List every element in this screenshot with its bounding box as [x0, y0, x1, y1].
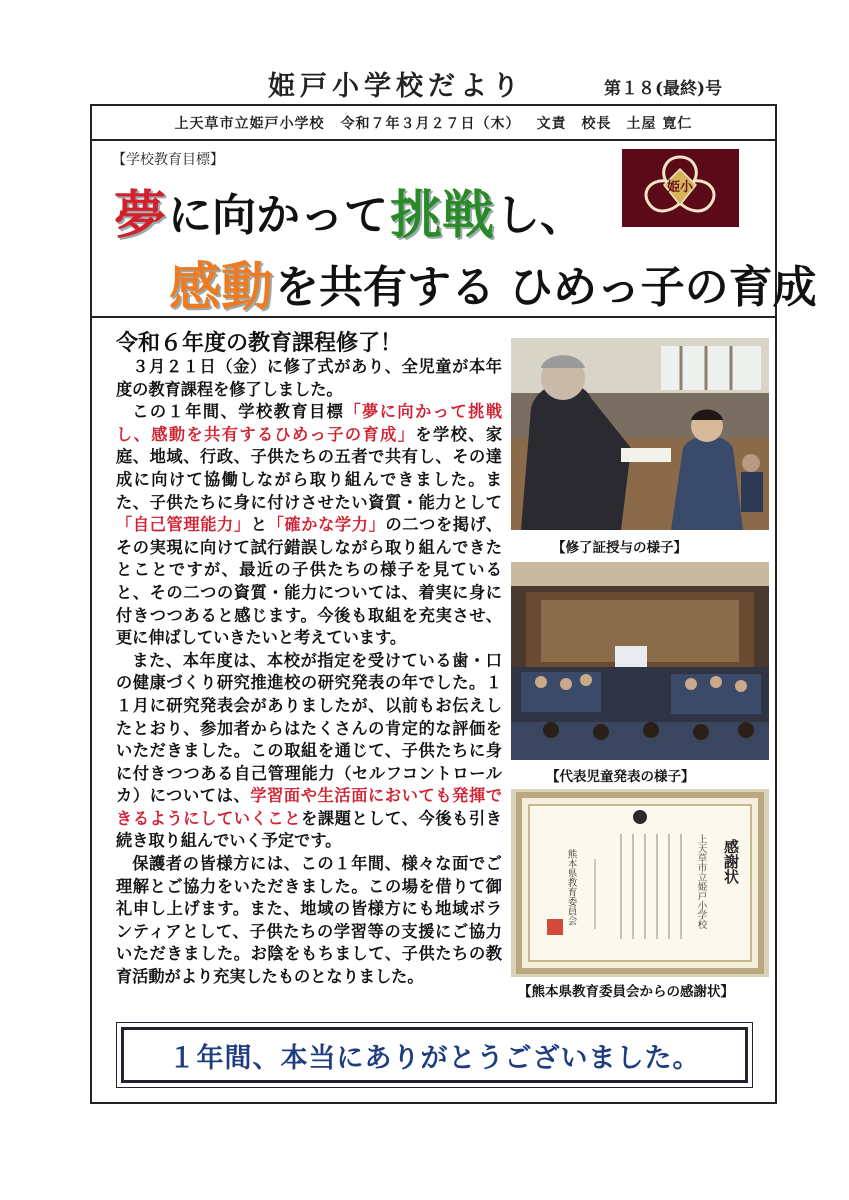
- caption-certificate-ceremony: 【修了証授与の様子】: [552, 540, 687, 556]
- slogan-line-1: [112, 173, 584, 248]
- closing-message: １年間、本当にありがとうございました。: [168, 1042, 701, 1074]
- photo-student-presentation: [511, 562, 769, 760]
- caption-letter-of-appreciation: 【熊本県教育委員会からの感謝状】: [518, 984, 734, 1000]
- closing-message-box: [116, 1022, 753, 1088]
- caption-student-presentation: 【代表児童発表の様子】: [546, 769, 695, 785]
- author-line: 文責 校長 土屋 寛仁: [536, 115, 693, 132]
- photo-certificate-ceremony: [511, 338, 769, 530]
- school-emblem: [622, 149, 739, 227]
- paragraph-2: この１年間、学校教育目標「夢に向かって挑戦し、感動を共有するひめっ子の育成」を学校、家庭、地域、行政、子供たちの五者で共有し、その達成に向けて協働しながら取り組んできました。また、子供たちに身に付けさせたい資質・能力として「自己管理能力」と「確かな学力」の二つを掲げ、その実現に向けて試行錯誤しながら取り組んできたとことですが、最近の子供たちの様子を見ていると、その二つの資質・能力については、着実に身に付きつつあると感じます。今後も取組を充実させ、更に伸ばしていきたいと考えています。: [116, 402, 503, 648]
- school-name: 上天草市立姫戸小学校: [174, 115, 325, 132]
- slogan-text-2a: を共有する: [275, 261, 496, 313]
- slogan-text-1a: に向かって: [168, 189, 389, 241]
- keyword-emotion: 感動: [169, 258, 274, 318]
- certificate-recipient: 上天草市立姫戸小学校: [695, 834, 707, 929]
- slogan-text-2b: ひめっ子の育成: [509, 261, 817, 313]
- school-goal-section: [92, 141, 817, 318]
- photo-letter-of-appreciation: [511, 789, 769, 977]
- school-goal-quote: 「夢に向かって挑戦し、感動を共有するひめっ子の育成」: [116, 402, 503, 444]
- certificate-issuer: 熊本県教育委員会: [565, 849, 577, 925]
- newsletter-title: 姫戸小学校だより: [268, 71, 524, 102]
- certificate-title: 感謝状: [722, 839, 740, 884]
- article-body: [116, 356, 502, 989]
- skill-self-management: 「自己管理能力」: [116, 515, 251, 535]
- keyword-challenge: 挑戦: [390, 186, 495, 246]
- future-task-highlight: 学習面や生活面においても発揮できるようにしていくこと: [116, 786, 503, 828]
- goal-label: 【学校教育目標】: [112, 152, 224, 168]
- issue-number: 第１８(最終)号: [604, 79, 723, 99]
- slogan-text-1b: し、: [496, 189, 585, 241]
- paragraph-4: 保護者の皆様方には、この１年間、様々な面でご理解とご協力をいただきました。この場を借りて御礼申し上げます。また、地域の皆様方にも地域ボランティアとして、子供たちの学習等の支援にご協力いただきました。お陰をもちまして、子供たちの教育活動がより充実したものとなりました。: [116, 854, 502, 987]
- paragraph-3: また、本年度は、本校が指定を受けている歯・口の健康づくり研究推進校の研究発表の年でした。１１月に研究発表会がありましたが、以前もお伝えしたとおり、参加者からはたくさんの肯定的な評価をいただきました。この取組を通じて、子供たちに身に付きつつある自己管理能力（セルフコントロールカ）については、学習面や生活面においても発揮できるようにしていくことを課題として、今後も引き続き取り組んでいく予定です。: [116, 650, 503, 851]
- keyword-dream: 夢: [114, 186, 167, 246]
- issue-date: 令和７年３月２７日（木）: [340, 115, 521, 132]
- paragraph-1: ３月２１日（金）に修了式があり、全児童が本年度の教育課程を修了しました。: [116, 357, 502, 399]
- slogan-line-2: [167, 245, 817, 320]
- emblem-icon: [622, 149, 739, 227]
- skill-solid-academics: 「確かな学力」: [267, 515, 386, 535]
- publication-info: [92, 106, 775, 141]
- article-title: 令和６年度の教育課程修了！: [116, 331, 403, 356]
- emblem-text: 姫小: [666, 180, 694, 195]
